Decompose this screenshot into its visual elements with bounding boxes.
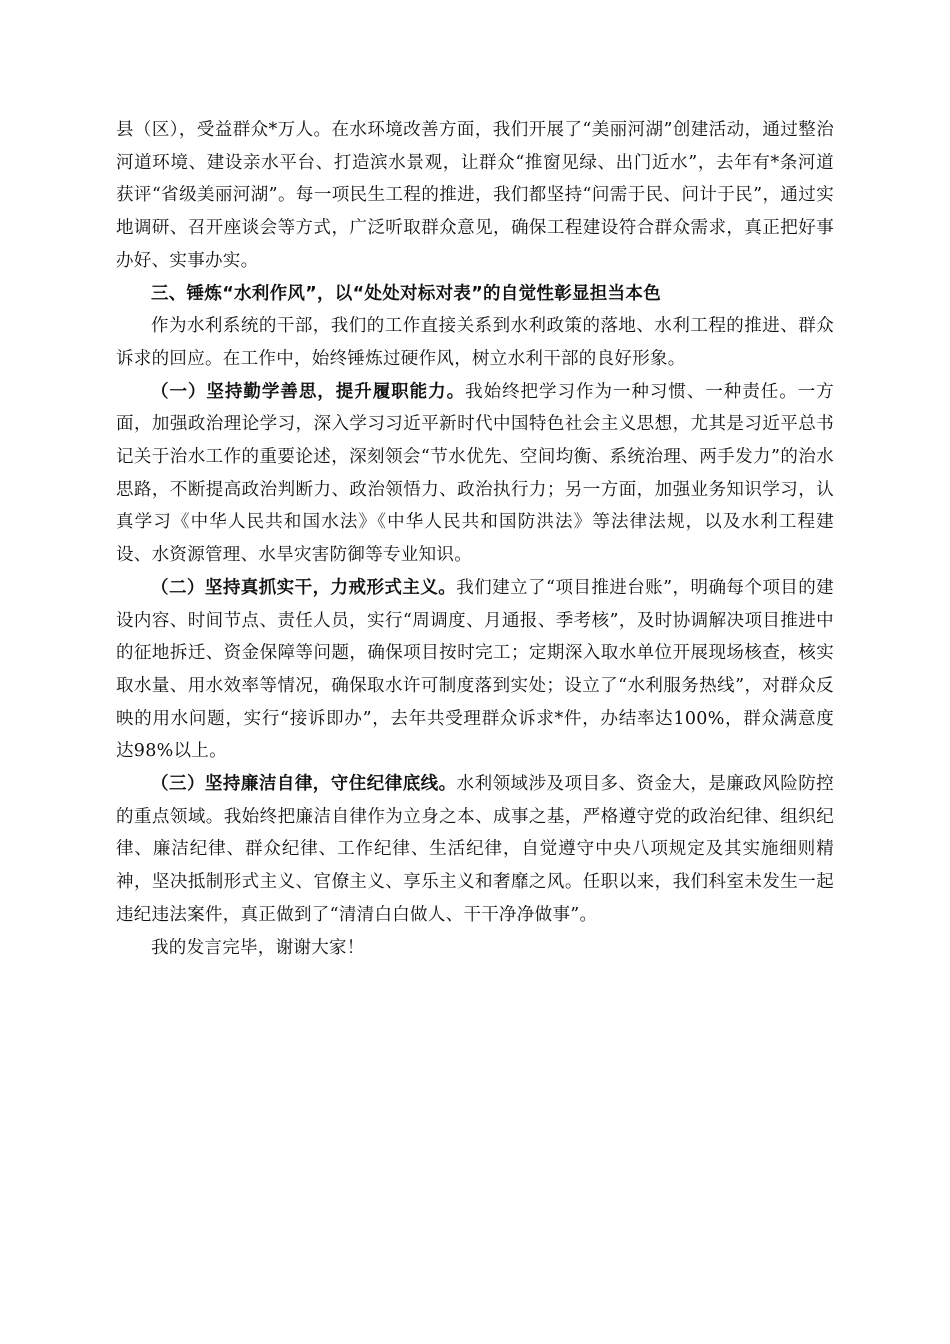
subsection-paragraph-one <box>116 376 834 572</box>
subsection-paragraph-three <box>116 768 834 932</box>
subsection-text-two: 我们建立了“项目推进台账”，明确每个项目的建设内容、时间节点、责任人员，实行“周调度、月通报、季考核”，及时协调解决项目推进中的征地拆迁、资金保障等问题，确保项目按时完工；定期深入取水单位开展现场核查，核实取水量、用水效率等情况，确保取水许可制度落到实处；设立了“水利服务热线”，对群众反映的用水问题，实行“接诉即办”，去年共受理群众诉求*件，办结率达100%，群众满意度达98%以上。 <box>116 577 834 762</box>
subsection-lead-three: （三）坚持廉洁自律，守住纪律底线。 <box>151 774 457 795</box>
subsection-lead-two: （二）坚持真抓实干，力戒形式主义。 <box>151 577 457 598</box>
subsection-text-one: 我始终把学习作为一种习惯、一种责任。一方面，加强政治理论学习，深入学习习近平新时代中国特色社会主义思想，尤其是习近平总书记关于治水工作的重要论述，深刻领会“节水优先、空间均衡、系统治理、两手发力”的治水思路，不断提高政治判断力、政治领悟力、政治执行力；另一方面，加强业务知识学习，认真学习《中华人民共和国水法》《中华人民共和国防洪法》等法律法规，以及水利工程建设、水资源管理、水旱灾害防御等专业知识。 <box>116 381 834 566</box>
body-paragraph-continued: 县（区），受益群众*万人。在水环境改善方面，我们开展了“美丽河湖”创建活动，通过整治河道环境、建设亲水平台、打造滨水景观，让群众“推窗见绿、出门近水”，去年有*条河道获评“省级美丽河湖”。每一项民生工程的推进，我们都坚持“问需于民、问计于民”，通过实地调研、召开座谈会等方式，广泛听取群众意见，确保工程建设符合群众需求，真正把好事办好、实事办实。 <box>116 120 834 271</box>
body-paragraph-intro: 作为水利系统的干部，我们的工作直接关系到水利政策的落地、水利工程的推进、群众诉求的回应。在工作中，始终锤炼过硬作风，树立水利干部的良好形象。 <box>116 316 834 369</box>
closing-paragraph: 我的发言完毕，谢谢大家！ <box>151 937 365 958</box>
document-page <box>116 114 834 964</box>
subsection-paragraph-two <box>116 572 834 768</box>
subsection-text-three: 水利领域涉及项目多、资金大，是廉政风险防控的重点领域。我始终把廉洁自律作为立身之本、成事之基，严格遵守党的政治纪律、组织纪律、廉洁纪律、群众纪律、工作纪律、生活纪律，自觉遵守中央八项规定及其实施细则精神，坚决抵制形式主义、官僚主义、享乐主义和奢靡之风。任职以来，我们科室未发生一起违纪违法案件，真正做到了“清清白白做人、干干净净做事”。 <box>116 774 834 925</box>
subsection-lead-one: （一）坚持勤学善思，提升履职能力。 <box>151 381 466 402</box>
section-heading-three: 三、锤炼“水利作风”，以“处处对标对表”的自觉性彰显担当本色 <box>151 283 662 304</box>
